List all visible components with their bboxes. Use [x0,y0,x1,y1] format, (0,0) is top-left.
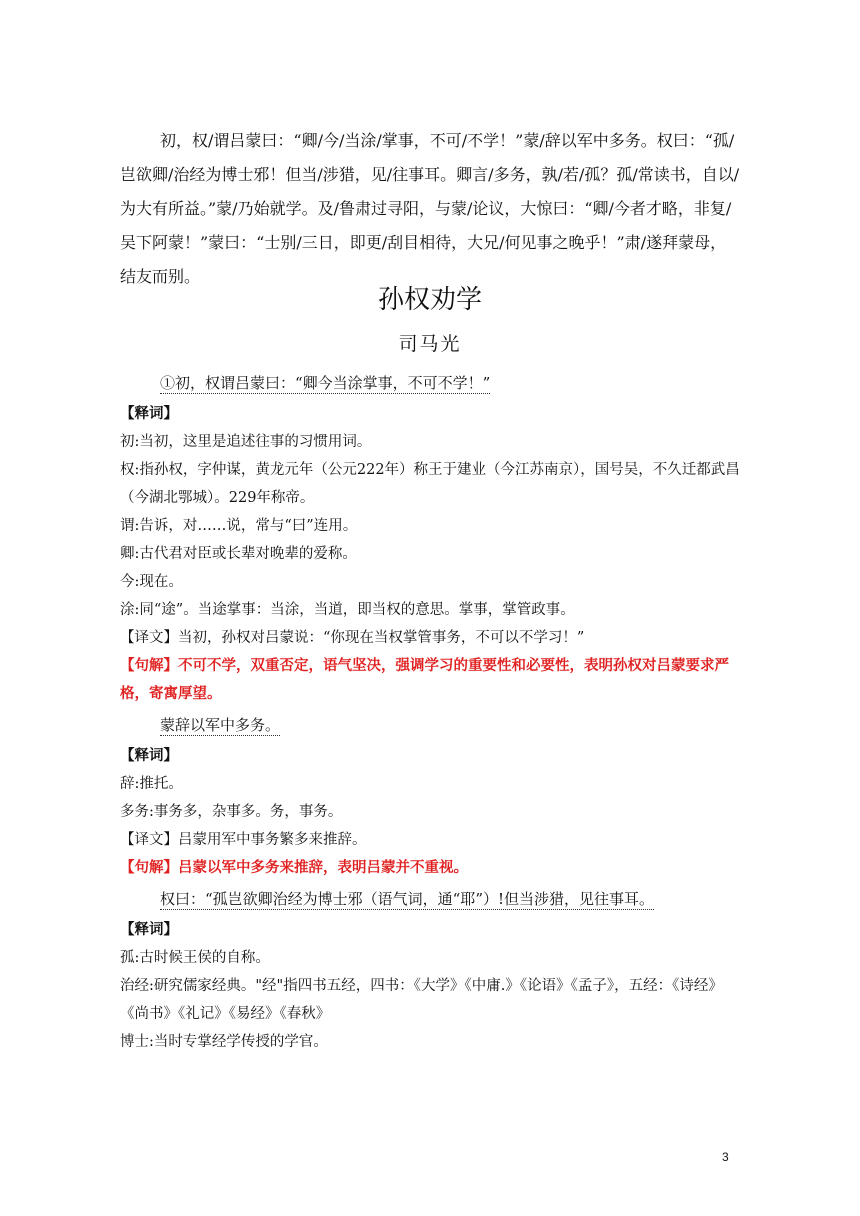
word-note: 博士:当时专掌经学传授的学官。 [120,1034,328,1050]
annotation-notes [120,366,740,1056]
translation: 【译文】吕蒙用军中事务繁多来推辞。 [120,832,367,848]
word-note: 权:指孙权，字仲谋，黄龙元年（公元222年）称王于建业（今江苏南京），国号吴，不久迁都武昌（今湖北鄂城）。229年称帝。 [120,462,740,506]
article-title: 孙权劝学 [377,285,482,315]
word-note: 治经:研究儒家经典。"经"指四书五经，四书：《大学》《中庸.》《论语》《孟子》，五经：《诗经》《尚书》《礼记》《易经》《春秋》 [120,978,723,1022]
shiyi-label: 【释词】 [120,747,178,764]
page-number: 3 [722,1150,729,1164]
word-note: 卿:古代君对臣或长辈对晚辈的爱称。 [120,546,357,562]
sentence-analysis: 【句解】不可不学，双重否定，语气坚决，强调学习的重要性和必要性，表明孙权对吕蒙要求严格，寄寓厚望。 [120,657,729,702]
source-sentence: ①初，权谓吕蒙曰：“卿今当涂掌事，不可不学！” [160,374,491,392]
shiyi-label: 【释词】 [120,405,178,422]
original-passage: 初，权/谓吕蒙曰：“卿/今/当涂/掌事，不可/不学！”蒙/辞以军中多务。权曰：“孤/岂欲卿/治经为博士邪！但当/涉猎，见/往事耳。卿言/多务，孰/若/孤？孤/常读书，自以/为大有所益。”蒙/乃始就学。及/鲁肃过寻阳，与蒙/论议，大惊曰：“卿/今者才略，非复/吴下阿蒙！”蒙曰：“士别/三日，即更/刮目相待，大兄/何见事之晚乎！”肃/遂拜蒙母，结友而别。 [120,131,740,286]
source-sentence: 权曰：“孤岂欲卿治经为博士邪（语气词，通“耶”）!但当涉猎，见往事耳。 [160,890,655,908]
word-note: 谓:告诉，对……说，常与“曰”连用。 [120,518,358,534]
article-author: 司马光 [398,333,462,355]
word-note: 今:现在。 [120,574,183,590]
word-note: 初:当初，这里是追述往事的习惯用词。 [120,434,372,450]
word-note: 辞:推托。 [120,776,183,792]
sentence-analysis: 【句解】吕蒙以军中多务来推辞，表明吕蒙并不重视。 [120,859,468,876]
word-note: 孤:古时候王侯的自称。 [120,950,270,966]
translation: 【译文】当初，孙权对吕蒙说：“你现在当权掌管事务，不可以不学习！” [120,630,585,646]
word-note: 涂:同“途”。当途掌事：当涂，当道，即当权的意思。掌事，掌管政事。 [120,602,575,618]
shiyi-label: 【释词】 [120,921,178,938]
word-note: 多务:事务多，杂事多。务，事务。 [120,804,343,820]
source-sentence: 蒙辞以军中多务。 [160,716,281,734]
